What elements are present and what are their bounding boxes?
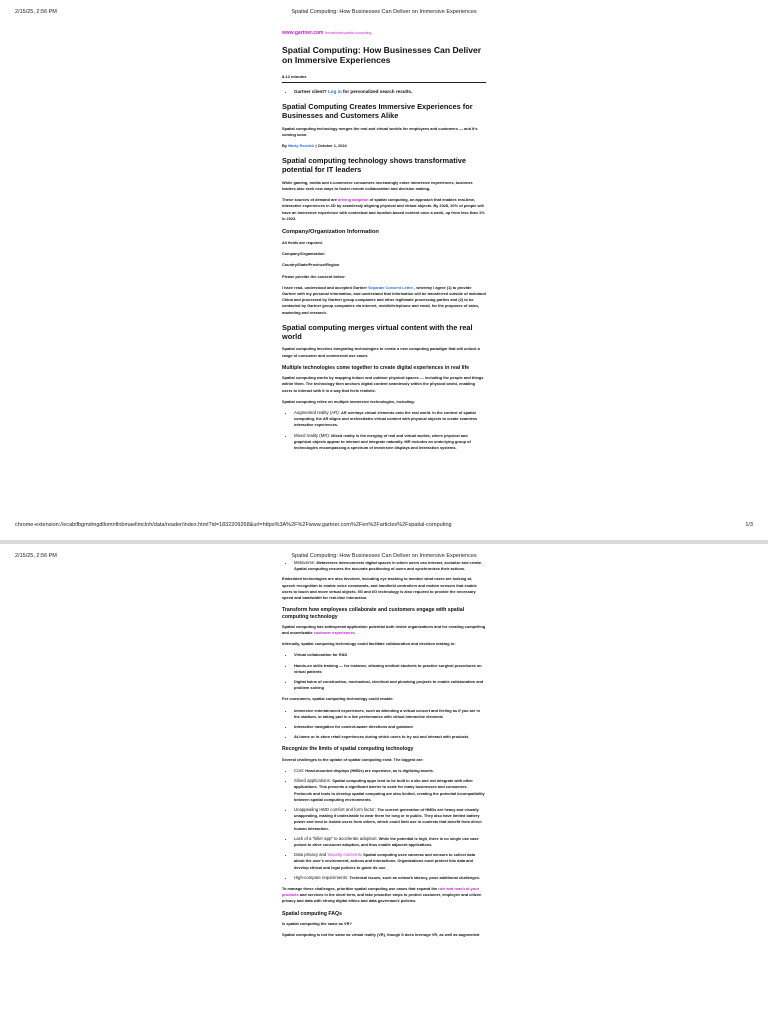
print-header xyxy=(15,9,753,19)
paragraph-relies: Spatial computing relies on multiple immersive technologies, including: xyxy=(282,398,415,404)
read-time: 8-12 minutes xyxy=(282,73,307,79)
gartner-client-item: • Gartner client? Log in for personalized search results. xyxy=(294,89,486,95)
list-item: • Unappealing HMD comfort and form factor: The current generation of HMDs are heavy and visually unappealing, making it undesirable to wear them for long or in public. They also have limited battery power and tend to isolate users from others, which could limit use in contexts that benefit from direct human interaction. xyxy=(294,807,486,832)
list-item: • Immersive entertainment experiences, such as attending a virtual concert and feeling as if you are in the stadium, or taking part in a live performance with virtual interactive elements xyxy=(294,708,486,720)
print-url: chrome-extension://ecabifbgmdmgdllomnfinbmaellmclnh/data/reader/index.html?id=1832209268&url=https%3A%2F%2Fwww.gartner.com%2Fen%2Farticles%2Fspatial-computing xyxy=(15,522,452,528)
source-site[interactable]: www.gartner.com xyxy=(282,30,324,36)
customer-experiences-link[interactable]: customer experiences xyxy=(313,630,355,636)
title-divider xyxy=(282,82,486,83)
consent-letter-link[interactable]: Separate Consent Letter xyxy=(368,284,414,290)
paragraph-gaming: While gaming, media and e-commerce consumers increasingly crave immersive experiences, business leaders also seek new ways to foster remote collaboration and decision making. xyxy=(282,179,473,192)
paragraph-internal: Internally, spatial computing technology could facilitate collaboration and decision making in: xyxy=(282,641,456,647)
paragraph-forces: These sources of demand are driving adoption of spatial computing, an approach that enables real-time, interactive experiences in 3D by seamlessly aligning physical and virtual objects. By 2028, 20% of people will have an immersive experience with contextual and location-based content once a week, up from less than 1% in 2023. xyxy=(282,197,485,221)
list-item: • Cost: Head-mounted displays (HMDs) are expensive, as is digitizing assets. xyxy=(294,768,486,774)
list-item: • Hands-on skills training — for instance, allowing medical students to practice surgical procedures on virtual patients xyxy=(294,663,486,675)
print-datetime: 2/15/25, 2:56 PM xyxy=(15,553,57,559)
section-heading-transform: Spatial computing technology shows transformative potential for IT leaders xyxy=(282,156,466,175)
list-item: • Lack of a "killer app" to accelerate adoption: While the potential is high, there is no single use case poised to drive consumer adoption, and thus enable adjacent applications. xyxy=(294,836,486,848)
list-item: • High-compute requirements: Technical issues, such as network latency, pose additional challenges. xyxy=(294,875,486,881)
section-heading-merges: Spatial computing merges virtual content with the real world xyxy=(282,322,473,341)
section-heading-faqs: Spatial computing FAQs xyxy=(282,910,342,917)
print-datetime: 2/15/25, 2:56 PM xyxy=(15,9,57,15)
section-heading-limits: Recognize the limits of spatial computing technology xyxy=(282,746,414,753)
list-item: • Data privacy and security concerns: Spatial computing uses cameras and sensors to collect data about the user's environment, actions and interactions. Organizations must protect this data and develop ethical and legal policies to guide its use. xyxy=(294,852,486,871)
list-item: • Siloed applications: Spatial computing apps tend to be built in a silo and not integrate with other applications. This presents a significant barrier to scale for many businesses and consumers. Protocols and tools to develop spatial computing are also limited, creating the potential incompatibility between spatial computing environments. xyxy=(294,778,486,803)
consent-label: Please provide the consent below xyxy=(282,273,345,279)
login-link[interactable]: Log in xyxy=(327,88,342,94)
list-item: • Interactive navigation for context-aware directions and guidance xyxy=(294,724,486,730)
paragraph-widespread: Spatial computing has widespread application potential both inside organizations and for creating compelling and monetizable customer experiences. xyxy=(282,623,486,636)
paragraph-manage: To manage these challenges, prioritize spatial computing use cases that expand the role and reach of your products and services in the short term, and take proactive steps to protect customer, employee and citizen privacy and data with strong digital ethics and data governance policies. xyxy=(282,886,482,904)
print-title: Spatial Computing: How Businesses Can Deliver on Immersive Experiences xyxy=(291,9,477,15)
faq-answer: Spatial computing is not the same as virtual reality (VR), though it does leverage VR, as well as augmented xyxy=(282,932,480,938)
internal-list xyxy=(282,652,486,691)
byline: By Marty Resnick | October 1, 2024 xyxy=(282,143,347,149)
section-heading-intro: Spatial Computing Creates Immersive Experiences for Businesses and Customers Alike xyxy=(282,102,473,120)
paragraph-challenges: Several challenges to the uptake of spatial computing exist. The biggest are: xyxy=(282,756,424,762)
paragraph-merges: Spatial computing involves integrating technologies to create a new computing paradigm that will unlock a range of consumer and commercial use cases. xyxy=(282,346,480,358)
consent-text: I have read, understood and accepted Gartner Separate Consent Letter , whereby I agree (1) to provide Gartner with my personal information, and understand that information will be transferred outside of mainland China and processed by Gartner group companies and other legitimate processing parties and (2) to be contacted by Gartner group companies via internet, mobile/telephone and email, for the purposes of sales, marketing and research. xyxy=(282,284,486,315)
list-item: • Metaverse: Metaverses interconnects digital spaces in which users can interact, socialize and create. Spatial computing ensures the accurate positioning of users and synchronizes their actions. xyxy=(294,560,486,572)
paragraph-mapping: Spatial computing works by mapping indoor and outdoor physical spaces — including the people and things within them. The technology then anchors digital content seamlessly within the physical world, enabling users to interact with it in a way that feels realistic. xyxy=(282,375,484,393)
list-item: • Digital twins of construction, mechanical, electrical and plumbing projects to enable collaboration and problem solving xyxy=(294,679,486,691)
list-item: • Virtual collaboration for R&D xyxy=(294,652,486,658)
security-concerns-link[interactable]: security concerns xyxy=(327,852,361,858)
list-item: • Augmented reality (AR): AR overlays virtual elements onto the real world. In the context of spatial computing, the AR aligns and orchestrates virtual content with physical objects to create seamless interactive experiences. xyxy=(294,410,486,429)
driving-adoption-link[interactable]: driving adoption xyxy=(338,197,369,203)
print-footer xyxy=(15,522,753,532)
challenges-list xyxy=(282,768,486,881)
paragraph-consumers: For consumers, spatial computing technology could enable: xyxy=(282,696,394,702)
paragraph-embedded: Embedded technologies are also involved, including eye tracking to monitor what users are looking at, speech recognition to enable voice commands, and handheld controllers and motion sensors that enable users to touch and move virtual objects. 5G and 6G technology is also required to provide the necessary speed and bandwidth for real-time interaction. xyxy=(282,576,477,601)
faq-question: Is spatial computing the same as VR? xyxy=(282,920,352,926)
technology-list xyxy=(282,410,486,451)
print-title: Spatial Computing: How Businesses Can Deliver on Immersive Experiences xyxy=(291,553,477,559)
technology-list-continued xyxy=(282,560,486,572)
article-title: Spatial Computing: How Businesses Can Deliver on Immersive Experiences xyxy=(282,45,482,66)
section-heading-employees: Transform how employees collaborate and customers engage with spatial computing technology xyxy=(282,607,465,620)
list-item: • At-home or in-store retail experiences during which users to try out and interact with products xyxy=(294,734,486,740)
author-link[interactable]: Marty Resnick xyxy=(288,143,315,149)
consumer-list xyxy=(282,708,486,741)
role-and-reach-link[interactable]: role and reach of your products xyxy=(282,886,480,898)
print-page-2 xyxy=(0,544,768,1024)
list-item: • Mixed reality (MR): Mixed reality is the merging of real and virtual worlds, where physical and graphical objects appear to interact and integrate naturally. MR includes an underlying group of technologies encompassing a spectrum of immersive displays and interaction systems. xyxy=(294,433,486,452)
country-field-label: Country/State/Province/Region xyxy=(282,262,340,268)
page-number: 1/3 xyxy=(745,522,753,528)
company-info-heading: Company/Organization Information xyxy=(282,229,379,236)
source-link[interactable] xyxy=(282,30,486,36)
article-column xyxy=(282,30,486,456)
company-field-label: Company/Organization xyxy=(282,251,325,257)
article-column xyxy=(282,560,486,943)
source-path[interactable]: /en/articles/spatial-computing xyxy=(324,31,372,35)
required-note: All fields are required. xyxy=(282,240,323,246)
gartner-client-list xyxy=(282,89,486,95)
section-heading-multi: Multiple technologies come together to create digital experiences in real life xyxy=(282,364,470,371)
intro-paragraph: Spatial computing technology merges the real and virtual worlds for employees and customers — and it's coming soon. xyxy=(282,125,478,137)
